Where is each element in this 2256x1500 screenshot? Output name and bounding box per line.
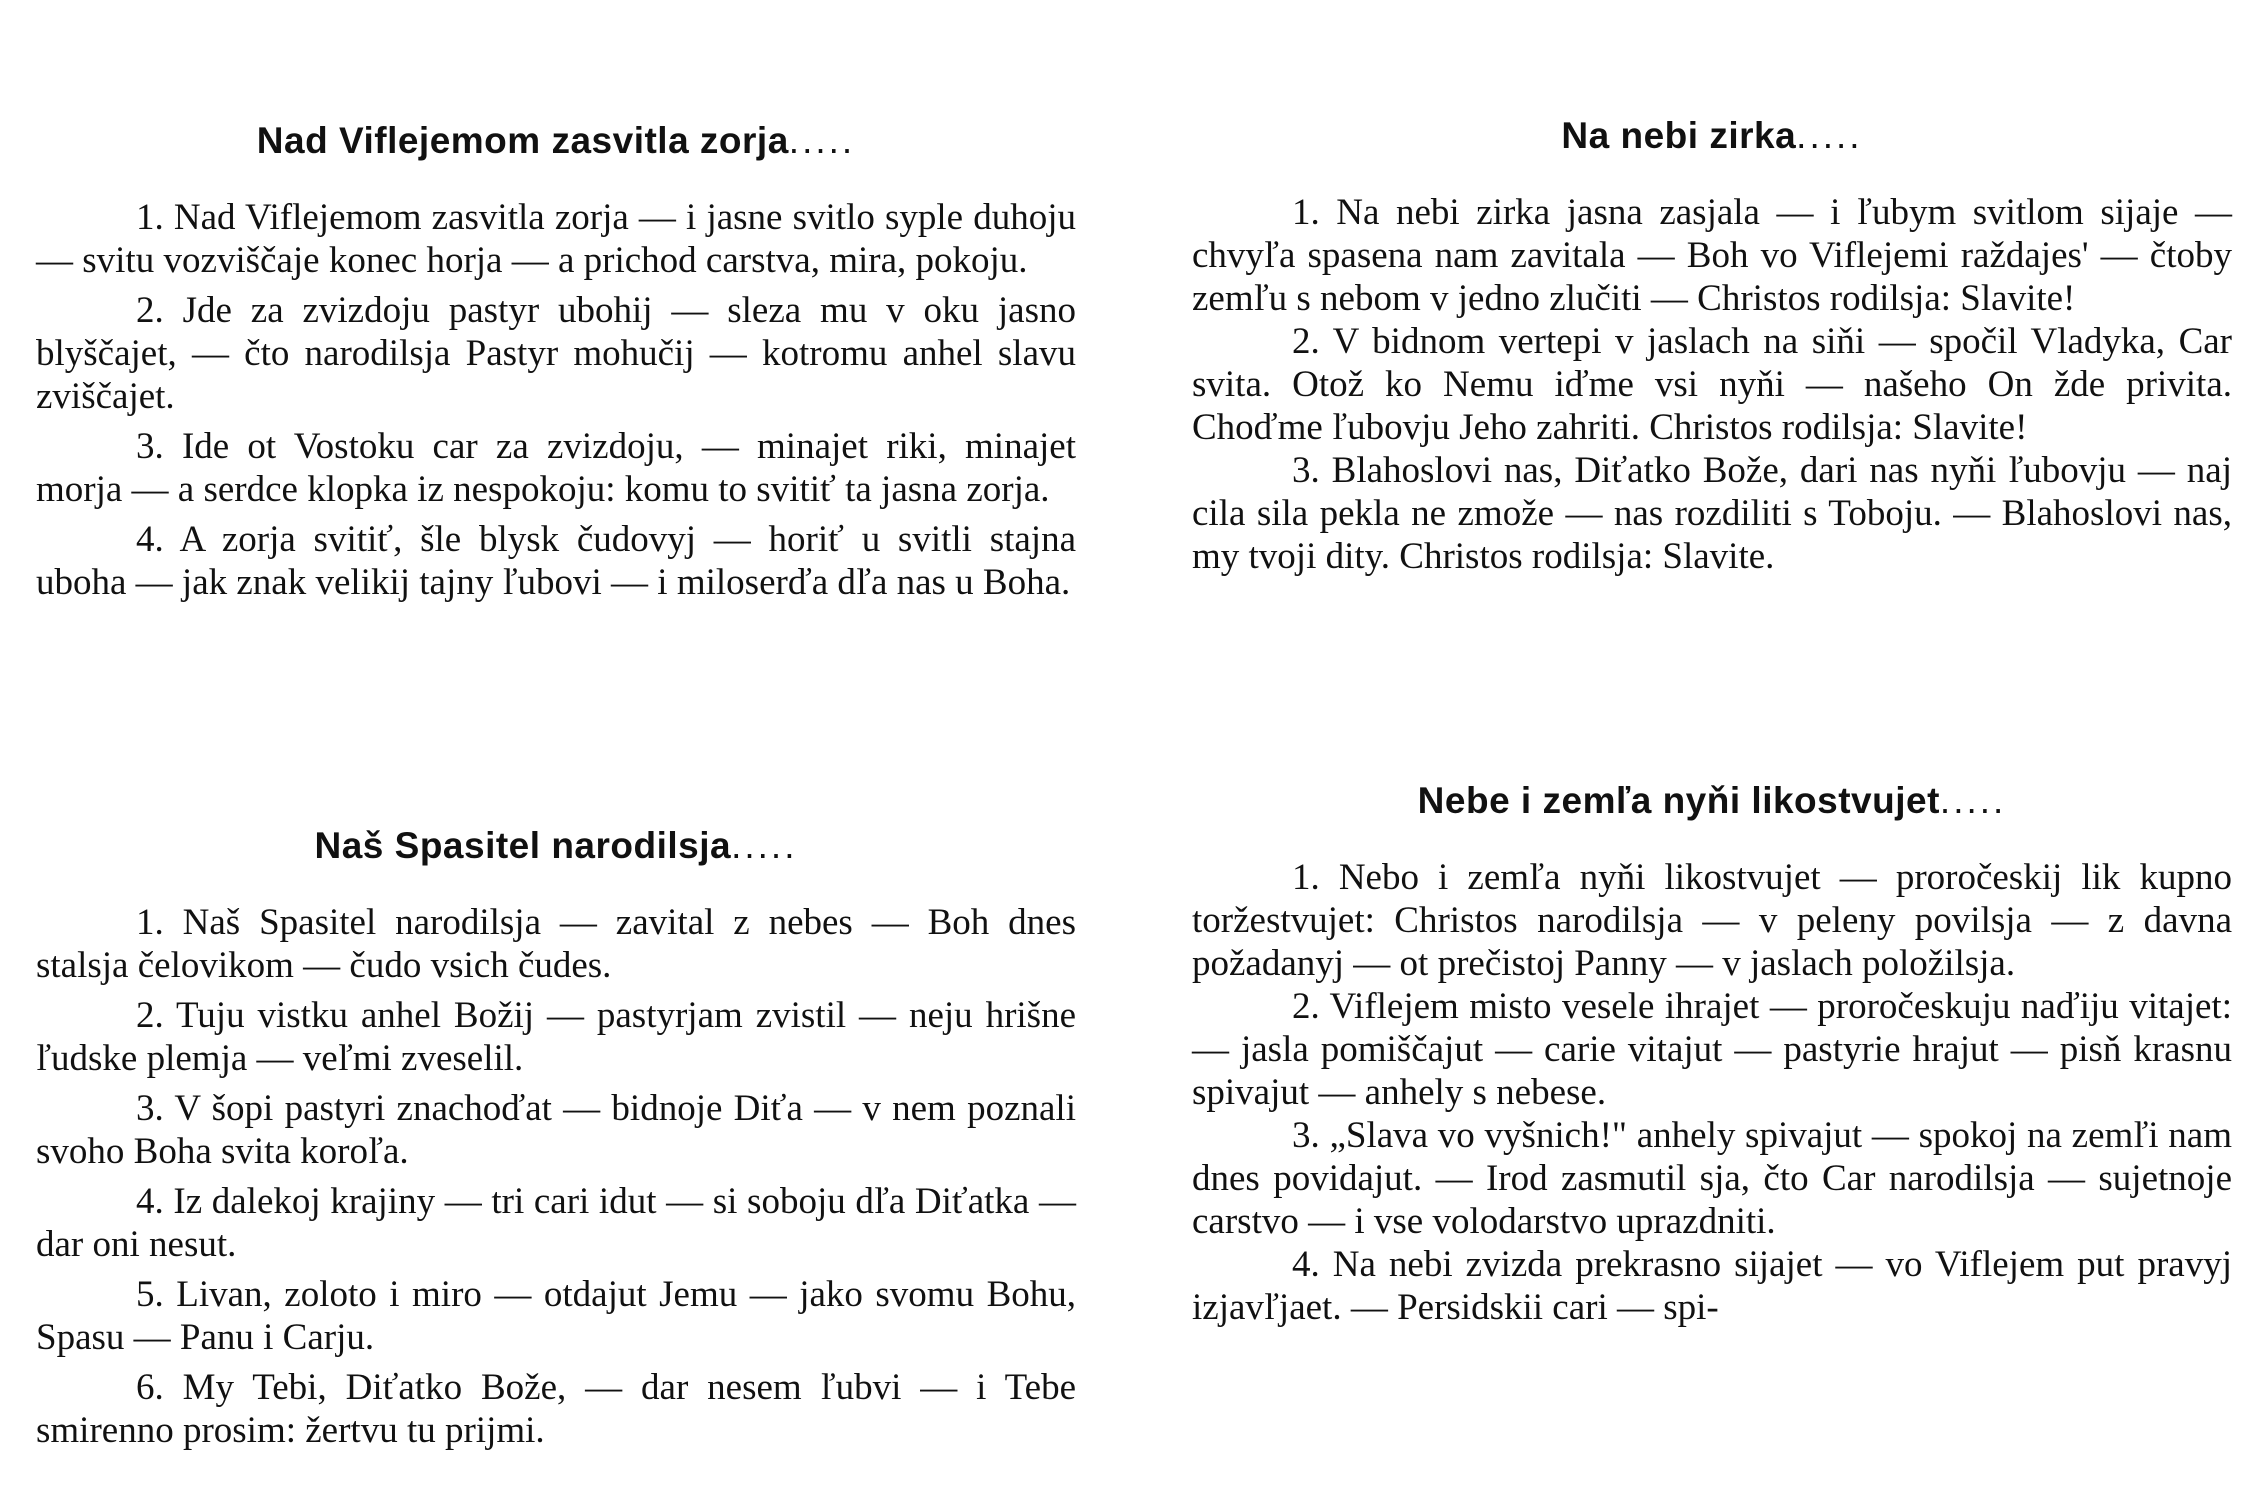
song-nebe-i-zemla [1192,780,2232,1329]
verse-5: 5. Livan, zoloto i miro — otdajut Jemu — jako svomu Bohu, Spasu — Panu i Carju. [36,1274,1076,1358]
song-title [36,825,1076,867]
title-dots: ..... [731,825,798,866]
verse-1: 1. Na nebi zirka jasna zasjala — i ľubym svitlom sijaje — chvyľa spasena nam zavitala — Boh vo Viflejemi raždajes' — čtoby zemľu s nebom v jedno zlučiti — Christos rodilsja: Slavite! [1192,192,2232,319]
right-page [1192,0,2256,1500]
verse-2: 2. V bidnom vertepi v jaslach na siňi — spočil Vladyka, Car svita. Otož ko Nemu iďme vsi nyňi — našeho On žde privita. Choďme ľubovju Jeho zahriti. Christos rodilsja: Slavite! [1192,321,2232,448]
song-title-text: Na nebi zirka [1561,115,1797,156]
song-title-text: Nad Viflejemom zasvitla zorja [256,120,789,161]
verse-3: 3. „Slava vo vyšnich!" anhely spivajut — spokoj na zemľi nam dnes povidajut. — Irod zasmutil sja, čto Car narodilsja — sujetnoje carstvo — i vse volodarstvo uprazdniti. [1192,1115,2232,1242]
verse-1: 1. Naš Spasitel narodilsja — zavital z nebes — Boh dnes stalsja čelovikom — čudo vsich čudes. [36,902,1076,986]
verse-2: 2. Viflejem misto vesele ihrajet — proročeskuju naďiju vitajet: — jasla pomiščajut — carie vitajut — pastyrie hrajut — pisň krasnu spivajut — anhely s nebese. [1192,986,2232,1113]
song-nas-spasitel [36,825,1076,1459]
verse-3: 3. Blahoslovi nas, Diťatko Bože, dari nas nyňi ľubovju — naj cila sila pekla ne zmože — nas rozdiliti s Toboju. — Blahoslovi nas, my tvoji dity. Christos rodilsja: Slavite. [1192,450,2232,577]
verse-2: 2. Jde za zvizdoju pastyr ubohij — sleza mu v oku jasno blyščajet, — čto narodilsja Pastyr mohučij — kotromu anhel slavu zviščajet. [36,290,1076,417]
song-title [36,120,1076,162]
verse-2: 2. Tuju vistku anhel Božij — pastyrjam zvistil — neju hrišne ľudske plemja — veľmi zveselil. [36,995,1076,1079]
song-nad-viflejemom [36,120,1076,611]
verse-3: 3. Ide ot Vostoku car za zvizdoju, — minajet riki, minajet morja — a serdce klopka iz nespokoju: komu to svitiť ta jasna zorja. [36,426,1076,510]
verse-4: 4. Na nebi zvizda prekrasno sijajet — vo Viflejem put pravyj izjavľjaet. — Persidskii cari — spi- [1192,1244,2232,1328]
verse-3: 3. V šopi pastyri znachoďat — bidnoje Diťa — v nem poznali svoho Boha svita koroľa. [36,1088,1076,1172]
song-title [1192,780,2232,822]
title-dots: ..... [1796,115,1863,156]
title-dots: ..... [1939,780,2007,821]
verse-1: 1. Nad Viflejemom zasvitla zorja — i jasne svitlo syple duhoju — svitu vozviščaje konec horja — a prichod carstva, mira, pokoju. [36,197,1076,281]
left-page [36,0,1126,1500]
song-title-text: Nebe i zemľa nyňi likostvujet [1417,780,1940,821]
verse-1: 1. Nebo i zemľa nyňi likostvujet — proročeskij lik kupno toržestvujet: Christos narodilsja — v peleny povilsja — z davna požadanyj — ot prečistoj Panny — v jaslach položilsja. [1192,857,2232,984]
verse-6: 6. My Tebi, Diťatko Bože, — dar nesem ľubvi — i Tebe smirenno prosim: žertvu tu prijmi. [36,1367,1076,1451]
song-title-text: Naš Spasitel narodilsja [314,825,732,866]
title-dots: ..... [788,120,856,161]
verse-4: 4. Iz dalekoj krajiny — tri cari idut — si soboju dľa Diťatka — dar oni nesut. [36,1181,1076,1265]
song-title [1192,115,2232,157]
verse-4: 4. A zorja svitiť, šle blysk čudovyj — horiť u svitli stajna uboha — jak znak velikij tajny ľubovi — i miloserďa dľa nas u Boha. [36,519,1076,603]
song-na-nebi-zirka [1192,115,2232,578]
